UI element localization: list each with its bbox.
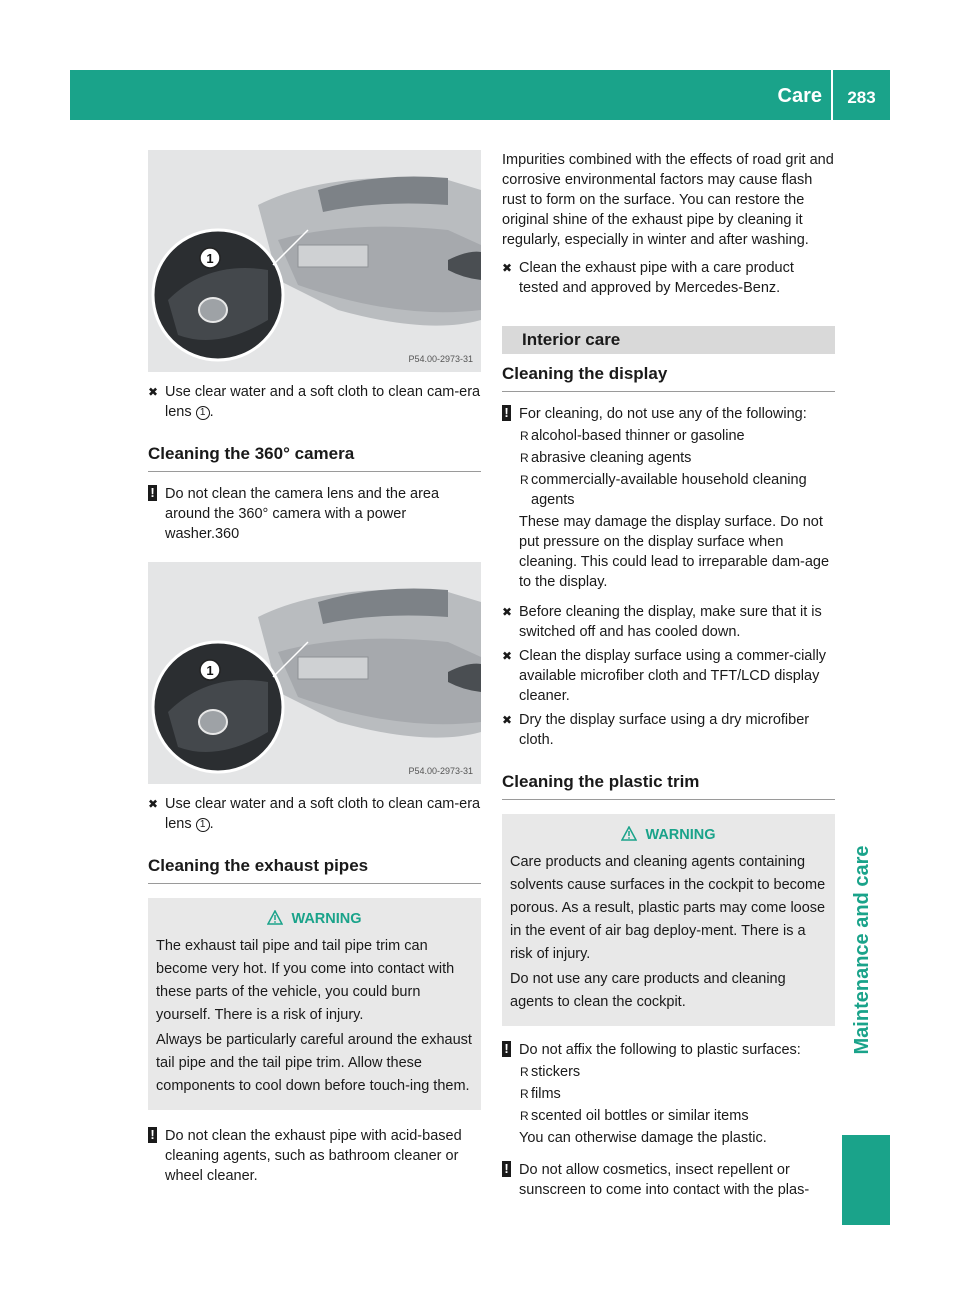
- caution-icon: !: [502, 1161, 511, 1177]
- heading-exhaust-pipes: Cleaning the exhaust pipes: [148, 856, 481, 884]
- warning-heading: WARNING: [156, 908, 473, 931]
- note-display: ! For cleaning, do not use any of the following:: [502, 404, 835, 424]
- warning-box-exhaust: [148, 898, 481, 1110]
- ref-number-1: 1: [196, 406, 210, 420]
- bullet-icon: R: [520, 429, 529, 443]
- chapter-side-label: Maintenance and care: [851, 845, 873, 1055]
- list-item: R alcohol-based thinner or gasoline: [520, 428, 745, 444]
- right-column: [502, 150, 835, 1200]
- list-item: R scented oil bottles or similar items: [520, 1108, 749, 1124]
- svg-text:1: 1: [206, 251, 214, 266]
- warning-box-trim: [502, 814, 835, 1026]
- note-360-camera: ! Do not clean the camera lens and the area around the 360° camera with a power washer.360: [148, 484, 481, 544]
- step-display-off: ✖ Before cleaning the display, make sure that it is switched off and has cooled down.: [502, 604, 822, 640]
- photo-code: P54.00-2973-31: [408, 766, 473, 776]
- paragraph-plastic-damage: You can otherwise damage the plastic.: [519, 1130, 767, 1146]
- heading-plastic-trim: Cleaning the plastic trim: [502, 772, 835, 800]
- note-plastic-surfaces: ! Do not affix the following to plastic surfaces:: [502, 1040, 835, 1060]
- ref-number-1: 1: [196, 818, 210, 832]
- step-clean-lens-1: ✖ Use clear water and a soft cloth to clean cam-era lens 1 .: [148, 384, 481, 420]
- step-display-dry: ✖ Dry the display surface using a dry microfiber cloth.: [502, 712, 810, 748]
- bullet-icon: R: [520, 1087, 529, 1101]
- photo-code: P54.00-2973-31: [408, 354, 473, 364]
- section-title: Care: [777, 85, 822, 107]
- bullet-icon: R: [520, 451, 529, 465]
- caution-icon: !: [502, 405, 511, 421]
- camera-photo-1: [148, 150, 481, 372]
- step-arrow-icon: ✖: [502, 605, 513, 619]
- bullet-icon: R: [520, 1109, 529, 1123]
- car-rear-camera-illustration: [148, 562, 481, 784]
- step-arrow-icon: ✖: [148, 797, 159, 811]
- page-number: 283: [847, 88, 876, 107]
- warning-triangle-icon: [621, 826, 637, 841]
- warning-text: Do not use any care products and cleaning agents to clean the cockpit.: [510, 971, 786, 1010]
- step-clean-lens-2: ✖ Use clear water and a soft cloth to clean cam-era lens 1 .: [148, 796, 481, 832]
- warning-triangle-icon: [267, 910, 283, 925]
- paragraph-exhaust-rust: Impurities combined with the effects of road grit and corrosive environmental factors may cause flash rust to form on the surface. You can restore the original shine of the exhaust pipe by cleaning it regularly, especially in winter and after washing.: [502, 152, 834, 248]
- list-item: R commercially-available household cleaning agents: [520, 472, 807, 508]
- caution-icon: !: [148, 1127, 157, 1143]
- warning-text: Always be particularly careful around the exhaust tail pipe and the tail pipe trim. Allow these components to cool down before touch-ing them.: [156, 1032, 472, 1094]
- note-cosmetics: ! Do not allow cosmetics, insect repellent or sunscreen to come into contact with the plas-: [502, 1160, 835, 1200]
- chapter-side-marker: [842, 1135, 890, 1225]
- warning-text: The exhaust tail pipe and tail pipe trim can become very hot. If you come into contact with these parts of the vehicle, you could burn yourself. There is a risk of injury.: [156, 938, 455, 1023]
- list-item: R abrasive cleaning agents: [520, 450, 692, 466]
- list-item: R films: [520, 1086, 561, 1102]
- bullet-icon: R: [520, 1065, 529, 1079]
- left-column: [148, 150, 481, 1186]
- caution-icon: !: [148, 485, 157, 501]
- warning-text: Care products and cleaning agents containing solvents cause surfaces in the cockpit to become porous. As a result, plastic parts may come loose in the event of air bag deploy-ment. There is a risk of injury.: [510, 854, 826, 962]
- paragraph-display-damage: These may damage the display surface. Do not put pressure on the display surface when cleaning. This could lead to irreparable dam-age to the display.: [519, 514, 830, 590]
- heading-360-camera: Cleaning the 360° camera: [148, 444, 481, 472]
- warning-heading: WARNING: [510, 824, 827, 847]
- step-arrow-icon: ✖: [148, 385, 159, 399]
- heading-cleaning-display: Cleaning the display: [502, 364, 835, 392]
- step-arrow-icon: ✖: [502, 713, 513, 727]
- step-arrow-icon: ✖: [502, 649, 513, 663]
- list-item: R stickers: [520, 1064, 581, 1080]
- car-rear-camera-illustration: [148, 150, 481, 372]
- note-exhaust-acid: ! Do not clean the exhaust pipe with acid-based cleaning agents, such as bathroom cleaner or wheel cleaner.: [148, 1126, 481, 1186]
- step-arrow-icon: ✖: [502, 261, 513, 275]
- svg-text:1: 1: [206, 663, 214, 678]
- step-clean-exhaust: ✖ Clean the exhaust pipe with a care product tested and approved by Mercedes-Benz.: [502, 260, 794, 296]
- section-interior-care: Interior care: [502, 326, 835, 354]
- header-bar: [70, 70, 890, 120]
- bullet-icon: R: [520, 473, 529, 487]
- step-display-clean: ✖ Clean the display surface using a commer-cially available microfiber cloth and TFT/LCD display cleaner.: [502, 648, 827, 704]
- camera-photo-2: [148, 562, 481, 784]
- caution-icon: !: [502, 1041, 511, 1057]
